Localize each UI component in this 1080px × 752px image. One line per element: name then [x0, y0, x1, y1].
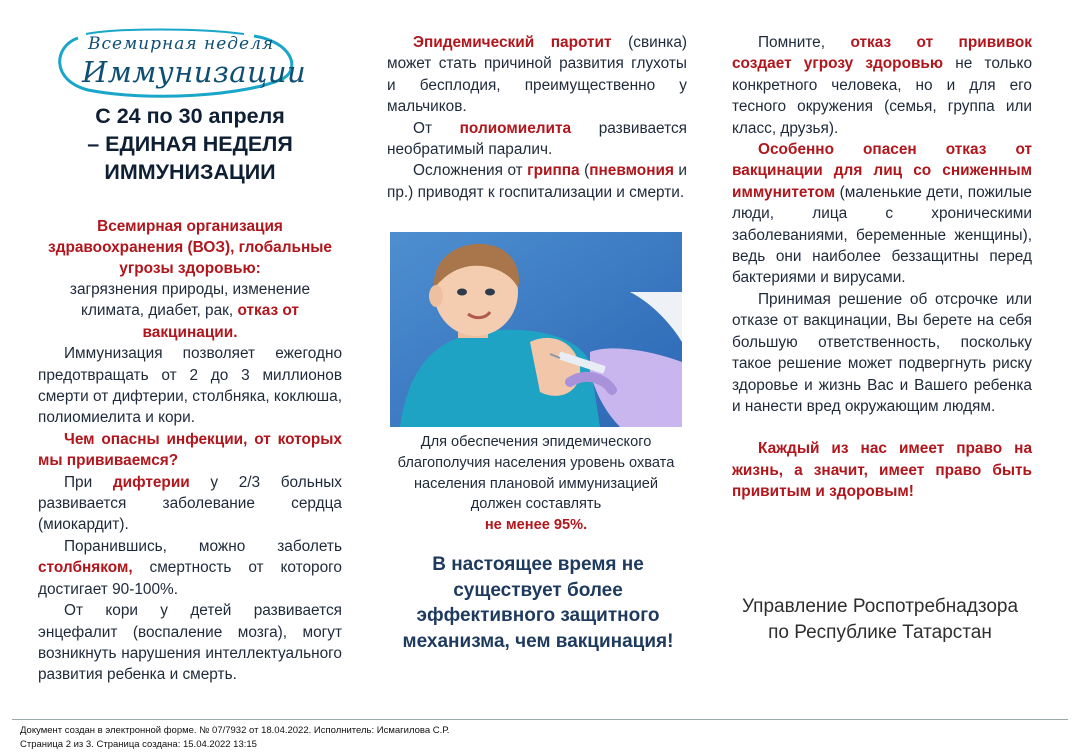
title-line-3: ИММУНИЗАЦИИ	[104, 160, 276, 184]
polio-paragraph	[387, 118, 687, 161]
diphtheria-paragraph	[38, 472, 342, 536]
pneumonia-red: пневмония	[589, 162, 674, 180]
column-middle	[387, 32, 687, 203]
tetanus-paragraph	[38, 536, 342, 600]
who-heading: Всемирная организация здравоохранения (ВОЗ), глобальные угрозы здоровью:	[48, 218, 332, 277]
tetanus-red: столбняком,	[38, 559, 133, 577]
title-line-2: – ЕДИНАЯ НЕДЕЛЯ	[87, 132, 293, 156]
photo-caption	[388, 432, 684, 536]
decision-paragraph: Принимая решение об отсрочке или отказе от вакцинации, Вы берете на себя большую ответственность, поскольку такое решение может подвергнуть риску здоровье и жизнь Вас и Вашего ребенка и нанести вред окружающим людям.	[732, 290, 1032, 415]
flu-paragraph	[387, 160, 687, 203]
danger-red: Особенно опасен отказ от вакцинации для лиц со сниженным иммунитетом	[732, 141, 1032, 201]
caption-text: Для обеспечения эпидемического благополучия населения уровень охвата населения плановой иммунизацией должен составлять	[397, 434, 675, 513]
diphtheria-pre: При	[64, 473, 93, 491]
footer-divider	[12, 719, 1068, 720]
question-heading: Чем опасны инфекции, от которых мы прививаемся?	[38, 430, 342, 470]
danger-paragraph	[732, 139, 1032, 289]
child-vaccination-illustration	[390, 232, 682, 427]
title-line-1: С 24 по 30 апреля	[95, 104, 285, 128]
flu-paren: (	[584, 162, 590, 180]
flu-post: и пр.) приводят к госпитализации и смерти.	[387, 162, 687, 201]
document-footer	[20, 724, 449, 752]
signature: Управление Роспотребнадзора по Республике Татарстан	[741, 596, 1019, 643]
diphtheria-red: дифтерии	[112, 473, 190, 491]
footer-line-1: Документ создан в электронной форме. № 07/7932 от 18.04.2022. Исполнитель: Исмагилова С.Р.	[20, 725, 450, 736]
right-paragraph: Каждый из нас имеет право на жизнь, а значит, имеет право быть привитым и здоровым!	[732, 440, 1032, 501]
remember-post: не только конкретного человека, но и для его тесного окружения (семья, группа или класс, друзья).	[732, 55, 1032, 137]
remember-red: отказ от прививок создает угрозу здоровью	[732, 34, 1032, 73]
measles-paragraph: От кори у детей развивается энцефалит (воспаление мозга), могут возникнуть нарушения интеллектуального развития ребенка и смерть.	[38, 602, 342, 684]
immunization-paragraph: Иммунизация позволяет ежегодно предотвращать от 2 до 3 миллионов смерти от дифтерии, столбняка, коклюша, полиомиелита и кори.	[38, 345, 342, 427]
tetanus-pre: Поранившись, можно заболеть	[64, 537, 342, 555]
tetanus-post: смертность от которого достигает 90-100%.	[38, 559, 342, 598]
column-right	[732, 32, 1032, 503]
polio-red: полиомиелита	[459, 119, 572, 137]
page-title	[38, 102, 342, 186]
footer-line-2: Страница 2 из 3. Страница создана: 15.04.2022 13:15	[20, 739, 257, 750]
remember-paragraph	[732, 32, 1032, 139]
who-threats-text: загрязнения природы, изменение климата, диабет, рак,	[69, 281, 311, 320]
polio-pre: От	[413, 119, 433, 137]
column-left-body	[38, 216, 342, 686]
who-threats	[38, 279, 342, 343]
flu-pre: Осложнения от	[413, 162, 523, 180]
diphtheria-post: у 2/3 больных развивается заболевание сердца (миокардит).	[38, 473, 343, 534]
remember-pre: Помните,	[758, 34, 826, 51]
logo-line-2: Иммунизации	[82, 55, 307, 89]
polio-post: развивается необратимый паралич.	[387, 119, 688, 159]
mumps-paragraph	[387, 32, 687, 118]
flu-red: гриппа	[527, 162, 580, 180]
caption-red: не менее 95%.	[484, 517, 588, 534]
danger-post: (маленькие дети, пожилые люди, лица с хроническими заболеваниями, беременные женщины), ведь они наиболее беззащитны перед бактериями и вирусами.	[732, 183, 1032, 287]
logo-line-1: Всемирная неделя	[88, 34, 275, 54]
slogan: В настоящее время не существует более эффективного защитного механизма, чем вакцинация!	[402, 554, 674, 652]
mumps-text: (свинка) может стать причиной развития глухоты и бесплодия, преимущественно у мальчиков.	[387, 34, 688, 116]
immunization-week-logo	[48, 28, 307, 98]
who-threats-red: отказ от вакцинации.	[142, 302, 299, 341]
mumps-red: Эпидемический паротит	[413, 34, 612, 51]
vaccination-photo	[390, 232, 682, 427]
